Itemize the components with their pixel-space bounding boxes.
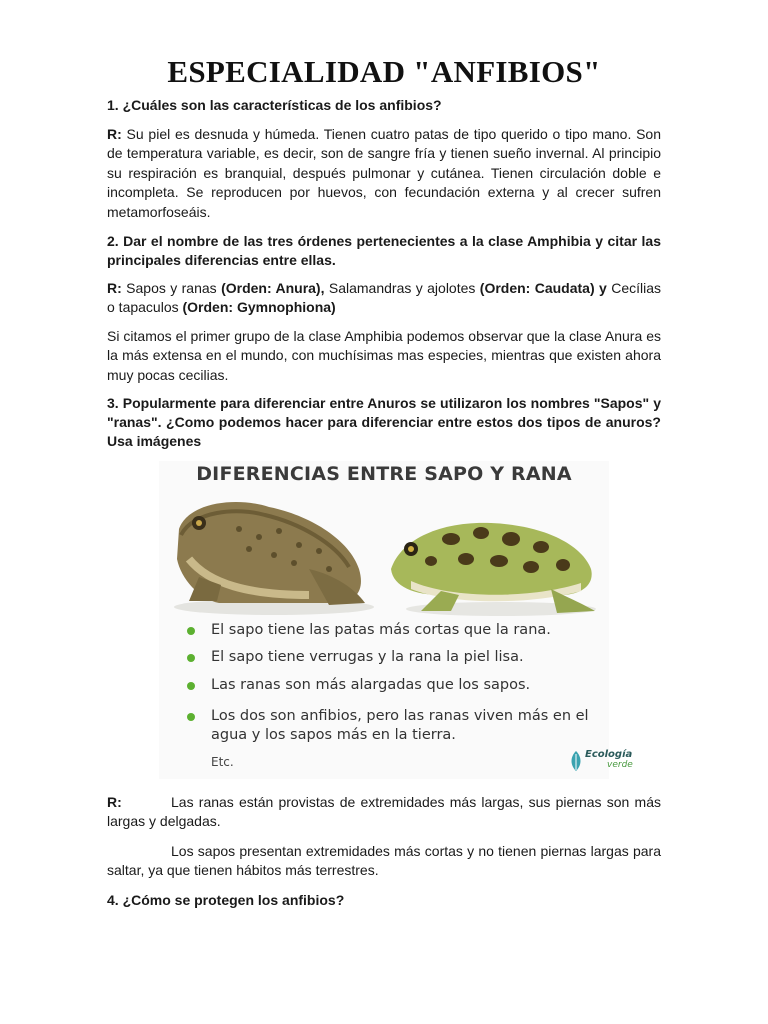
bullet-dot	[187, 654, 195, 662]
order-gymnophiona: (Orden: Gymnophiona)	[182, 299, 336, 316]
logo-text-line-1: Ecología	[585, 749, 633, 761]
bullet-text: El sapo tiene verrugas y la rana la piel lisa.	[211, 649, 524, 666]
answer-1	[107, 125, 661, 222]
bullet-dot	[187, 627, 195, 635]
answer-2	[107, 279, 661, 318]
bullet-dot	[187, 713, 195, 721]
answer-2-text-3: Cecílias o tapaculos	[107, 280, 661, 316]
answer-1-label: R:	[107, 126, 122, 142]
paragraph-2: Si citamos el primer grupo de la clase Amphibia podemos observar que la clase Anura es la más extensa en el mundo, con muchísimas mas especies, mientras que existen ahora muy pocas cecilias.	[107, 327, 661, 383]
answer-3-text: Las ranas están provistas de extremidades más largas, sus piernas son más largas y delgadas.	[107, 794, 661, 830]
logo-text-line-2: verde	[607, 760, 633, 771]
frog-image	[381, 499, 606, 619]
list-item	[185, 648, 605, 667]
answer-2-text-2: Salamandras y ajolotes	[324, 280, 480, 297]
toad-frog-infographic	[159, 461, 633, 779]
list-item	[185, 621, 605, 640]
infographic-title: DIFERENCIAS ENTRE SAPO Y RANA	[196, 463, 572, 486]
list-item	[185, 676, 605, 695]
infographic-etc: Etc.	[211, 755, 234, 770]
bullet-text: El sapo tiene las patas más cortas que la rana.	[211, 622, 551, 639]
question-4: 4. ¿Cómo se protegen los anfibios?	[107, 891, 345, 908]
question-3: 3. Popularmente para diferenciar entre Anuros se utilizaron los nombres "Sapos" y "ranas". ¿Como podemos hacer para diferenciar entre estos dos tipos de anuros? Usa imágenes	[107, 395, 661, 450]
page-title: ESPECIALIDAD "ANFIBIOS"	[167, 54, 601, 89]
question-1: 1. ¿Cuáles son las características de los anfibios?	[107, 97, 442, 113]
order-caudata: (Orden: Caudata) y	[479, 280, 607, 297]
answer-3-label: R:	[107, 794, 122, 811]
toad-image	[159, 489, 384, 619]
bullet-dot	[187, 682, 195, 690]
infographic-bullet-list	[185, 621, 605, 745]
answer-2-label: R:	[107, 280, 122, 297]
order-anura: (Orden: Anura),	[221, 280, 325, 297]
bullet-text: Los dos son anfibios, pero las ranas viven más en el agua y los sapos más en la tierra.	[211, 708, 589, 744]
bullet-text: Las ranas son más alargadas que los sapos.	[211, 677, 531, 694]
paragraph-3: Los sapos presentan extremidades más cortas y no tienen piernas largas para saltar, ya que tienen hábitos más terrestres.	[107, 842, 661, 879]
leaf-icon	[569, 751, 583, 771]
question-2: 2. Dar el nombre de las tres órdenes pertenecientes a la clase Amphibia y citar las principales diferencias entre ellas.	[107, 233, 661, 269]
ecologia-verde-logo	[569, 749, 659, 773]
list-item	[185, 707, 605, 745]
answer-2-text-1: Sapos y ranas	[121, 280, 222, 297]
answer-3	[107, 793, 661, 832]
answer-1-text: Su piel es desnuda y húmeda. Tienen cuatro patas de tipo querido o tipo mano. Son de temperatura variable, es decir, son de sangre fría y tienen sueño invernal. Al principio su respiración es branquial, después pulmonar y cutánea. Tienen circulación doble e incompleta. Se reproducen por huevos, con fecundación externa y al crecer sufren metamorfoseáis.	[107, 126, 661, 220]
